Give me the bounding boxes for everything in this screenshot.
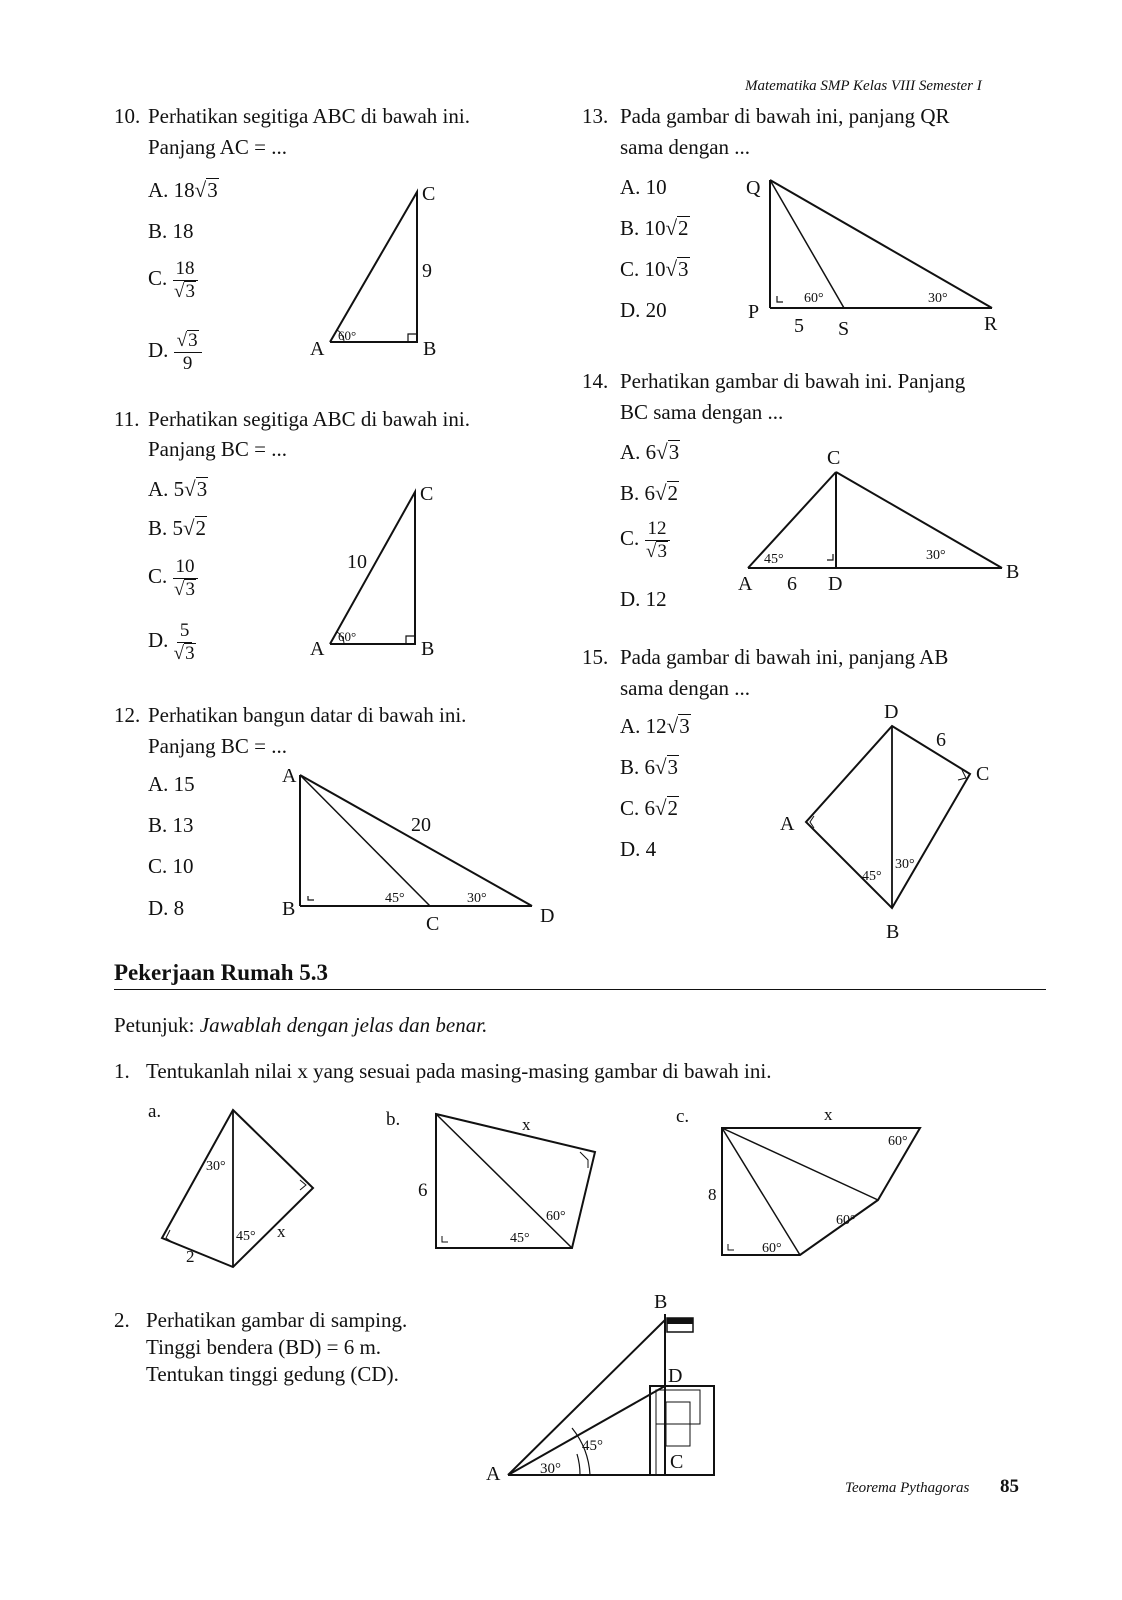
q14-label-angle2: 30° <box>926 548 946 563</box>
q11-label-b: B <box>421 638 435 660</box>
q15-option-a: A. 12√3 <box>620 714 690 738</box>
q14-label-d: D <box>828 573 843 595</box>
pr1-number: 1. <box>114 1059 130 1083</box>
pr2-line3: Tentukan tinggi gedung (CD). <box>146 1362 399 1386</box>
q12-option-b: B. 13 <box>148 813 194 837</box>
pr2-label-angle2: 30° <box>540 1461 561 1477</box>
q10-label-c: C <box>422 183 436 205</box>
pr2-line2: Tinggi bendera (BD) = 6 m. <box>146 1335 382 1359</box>
q13-option-c: C. 10√3 <box>620 257 689 281</box>
q13-label-q: Q <box>746 177 761 199</box>
q11-triangle-figure <box>300 480 460 660</box>
page-header: Matematika SMP Kelas VIII Semester I <box>745 78 982 94</box>
q13-figure <box>740 170 1020 340</box>
q11-label-angle: 60° <box>338 629 357 644</box>
pr1-fig-a-side: 2 <box>186 1247 195 1266</box>
q15-label-side: 6 <box>936 729 946 751</box>
section-rule <box>114 989 1046 990</box>
q10-option-d: D. $\frac{√3}{9}$ <box>148 330 202 375</box>
pr2-label-c: C <box>670 1451 684 1473</box>
q12-figure <box>270 760 570 960</box>
q11-number: 11. <box>114 407 140 431</box>
q13-label-angle1: 60° <box>804 291 824 306</box>
pr1-fig-c-angle1: 60° <box>888 1134 908 1149</box>
q12-label-d: D <box>540 905 555 927</box>
pr1-fig-b-angle1: 60° <box>546 1209 566 1224</box>
q14-option-b: B. 6√2 <box>620 481 679 505</box>
pr1-fig-c-side: 8 <box>708 1185 717 1204</box>
q14-option-d: D. 12 <box>620 587 667 611</box>
q14-figure <box>730 440 1030 610</box>
q12-option-c: C. 10 <box>148 854 194 878</box>
pr1-fig-b-side: 6 <box>418 1180 428 1201</box>
q10-label-b: B <box>423 338 437 360</box>
q15-option-c: C. 6√2 <box>620 796 679 820</box>
pr1-fig-c-angle2: 60° <box>836 1213 856 1228</box>
q10-label-side: 9 <box>422 260 432 282</box>
q12-option-a: A. 15 <box>148 772 195 796</box>
q12-label-b: B <box>282 898 296 920</box>
pr2-line1: Perhatikan gambar di samping. <box>146 1308 408 1332</box>
pr1-fig-c <box>700 1100 950 1265</box>
q11-label-a: A <box>310 638 325 660</box>
q11-option-c: C. $\frac{10}{√3}$ <box>148 556 198 601</box>
q12-option-d: D. 8 <box>148 896 185 920</box>
q12-line2: Panjang BC = ... <box>148 734 288 758</box>
q11-option-b: B. 5√2 <box>148 516 207 540</box>
q12-label-a: A <box>282 765 297 787</box>
q10-option-b: B. 18 <box>148 219 194 243</box>
q13-line1: Pada gambar di bawah ini, panjang QR <box>620 104 950 128</box>
section-title: Pekerjaan Rumah 5.3 <box>114 960 329 985</box>
pr1-fig-a-x: x <box>277 1222 286 1241</box>
q13-number: 13. <box>582 104 609 128</box>
q15-line1: Pada gambar di bawah ini, panjang AB <box>620 645 949 669</box>
pr1-text: Tentukanlah nilai x yang sesuai pada masing-masing gambar di bawah ini. <box>146 1059 772 1083</box>
footer-title: Teorema Pythagoras <box>845 1480 970 1496</box>
q13-label-side: 5 <box>794 315 804 337</box>
q12-line1: Perhatikan bangun datar di bawah ini. <box>148 703 467 727</box>
q10-option-a: A. 18√3 <box>148 178 218 202</box>
q12-label-c: C <box>426 913 440 935</box>
q15-option-d: D. 4 <box>620 837 657 861</box>
q13-option-b: B. 10√2 <box>620 216 689 240</box>
q15-label-a: A <box>780 813 795 835</box>
q13-option-d: D. 20 <box>620 298 667 322</box>
q14-option-c: C. $\frac{12}{√3}$ <box>620 518 670 563</box>
pr2-label-d: D <box>668 1365 683 1387</box>
pr2-label-angle1: 45° <box>582 1438 603 1454</box>
q13-line2: sama dengan ... <box>620 135 751 159</box>
q15-label-d: D <box>884 701 899 723</box>
q13-label-p: P <box>748 301 760 323</box>
q11-option-d: D. $\frac{5}{√3}$ <box>148 620 195 664</box>
q13-option-a: A. 10 <box>620 175 667 199</box>
section-hint: Petunjuk: Jawablah dengan jelas dan benar. <box>114 1013 488 1037</box>
q14-label-angle1: 45° <box>764 552 784 567</box>
pr2-label-b: B <box>654 1291 668 1313</box>
q15-number: 15. <box>582 645 609 669</box>
pr1-fig-a-angle1: 30° <box>206 1159 226 1174</box>
q14-label-c: C <box>827 447 841 469</box>
pr1-fig-c-x: x <box>824 1105 833 1124</box>
pr1-fig-b <box>410 1100 610 1260</box>
pr1-fig-a-angle2: 45° <box>236 1229 256 1244</box>
q12-label-angle2: 30° <box>467 891 487 906</box>
q14-number: 14. <box>582 369 609 393</box>
q14-line1: Perhatikan gambar di bawah ini. Panjang <box>620 369 966 393</box>
q11-label-c: C <box>420 483 434 505</box>
q11-line1: Perhatikan segitiga ABC di bawah ini. <box>148 407 470 431</box>
q14-label-b: B <box>1006 561 1020 583</box>
pr1-fig-a-label: a. <box>148 1101 162 1122</box>
pr1-fig-c-label: c. <box>676 1106 690 1127</box>
q11-label-side: 10 <box>347 551 367 573</box>
q15-label-angle2: 30° <box>895 857 915 872</box>
pr1-fig-b-angle2: 45° <box>510 1231 530 1246</box>
q14-line2: BC sama dengan ... <box>620 400 784 424</box>
q15-figure <box>770 690 1030 950</box>
q15-label-b: B <box>886 921 900 943</box>
q10-line2: Panjang AC = ... <box>148 135 288 159</box>
q14-label-a: A <box>738 573 753 595</box>
q14-label-side: 6 <box>787 573 797 595</box>
q15-label-angle1: 45° <box>862 869 882 884</box>
q10-option-c: C. $\frac{18}{√3}$ <box>148 258 198 303</box>
pr2-number: 2. <box>114 1308 130 1332</box>
pr2-figure <box>480 1290 740 1490</box>
q15-label-c: C <box>976 763 990 785</box>
pr2-label-a: A <box>486 1463 501 1485</box>
page-number: 85 <box>1000 1476 1019 1497</box>
pr1-fig-c-angle3: 60° <box>762 1241 782 1256</box>
q12-label-side: 20 <box>411 814 431 836</box>
q10-label-a: A <box>310 338 325 360</box>
q10-label-angle: 60° <box>338 328 357 343</box>
q13-label-s: S <box>838 318 850 340</box>
q15-option-b: B. 6√3 <box>620 755 679 779</box>
q12-number: 12. <box>114 703 141 727</box>
q14-option-a: A. 6√3 <box>620 440 680 464</box>
q10-line1: Perhatikan segitiga ABC di bawah ini. <box>148 104 470 128</box>
q11-option-a: A. 5√3 <box>148 477 208 501</box>
q11-line2: Panjang BC = ... <box>148 437 288 461</box>
pr1-fig-b-x: x <box>522 1115 531 1134</box>
q10-triangle-figure <box>300 180 460 360</box>
pr1-fig-a <box>150 1100 330 1275</box>
q10-number: 10. <box>114 104 141 128</box>
pr1-fig-b-label: b. <box>386 1109 401 1130</box>
q12-label-angle1: 45° <box>385 891 405 906</box>
q13-label-r: R <box>984 313 998 335</box>
q15-line2: sama dengan ... <box>620 676 751 700</box>
q13-label-angle2: 30° <box>928 291 948 306</box>
